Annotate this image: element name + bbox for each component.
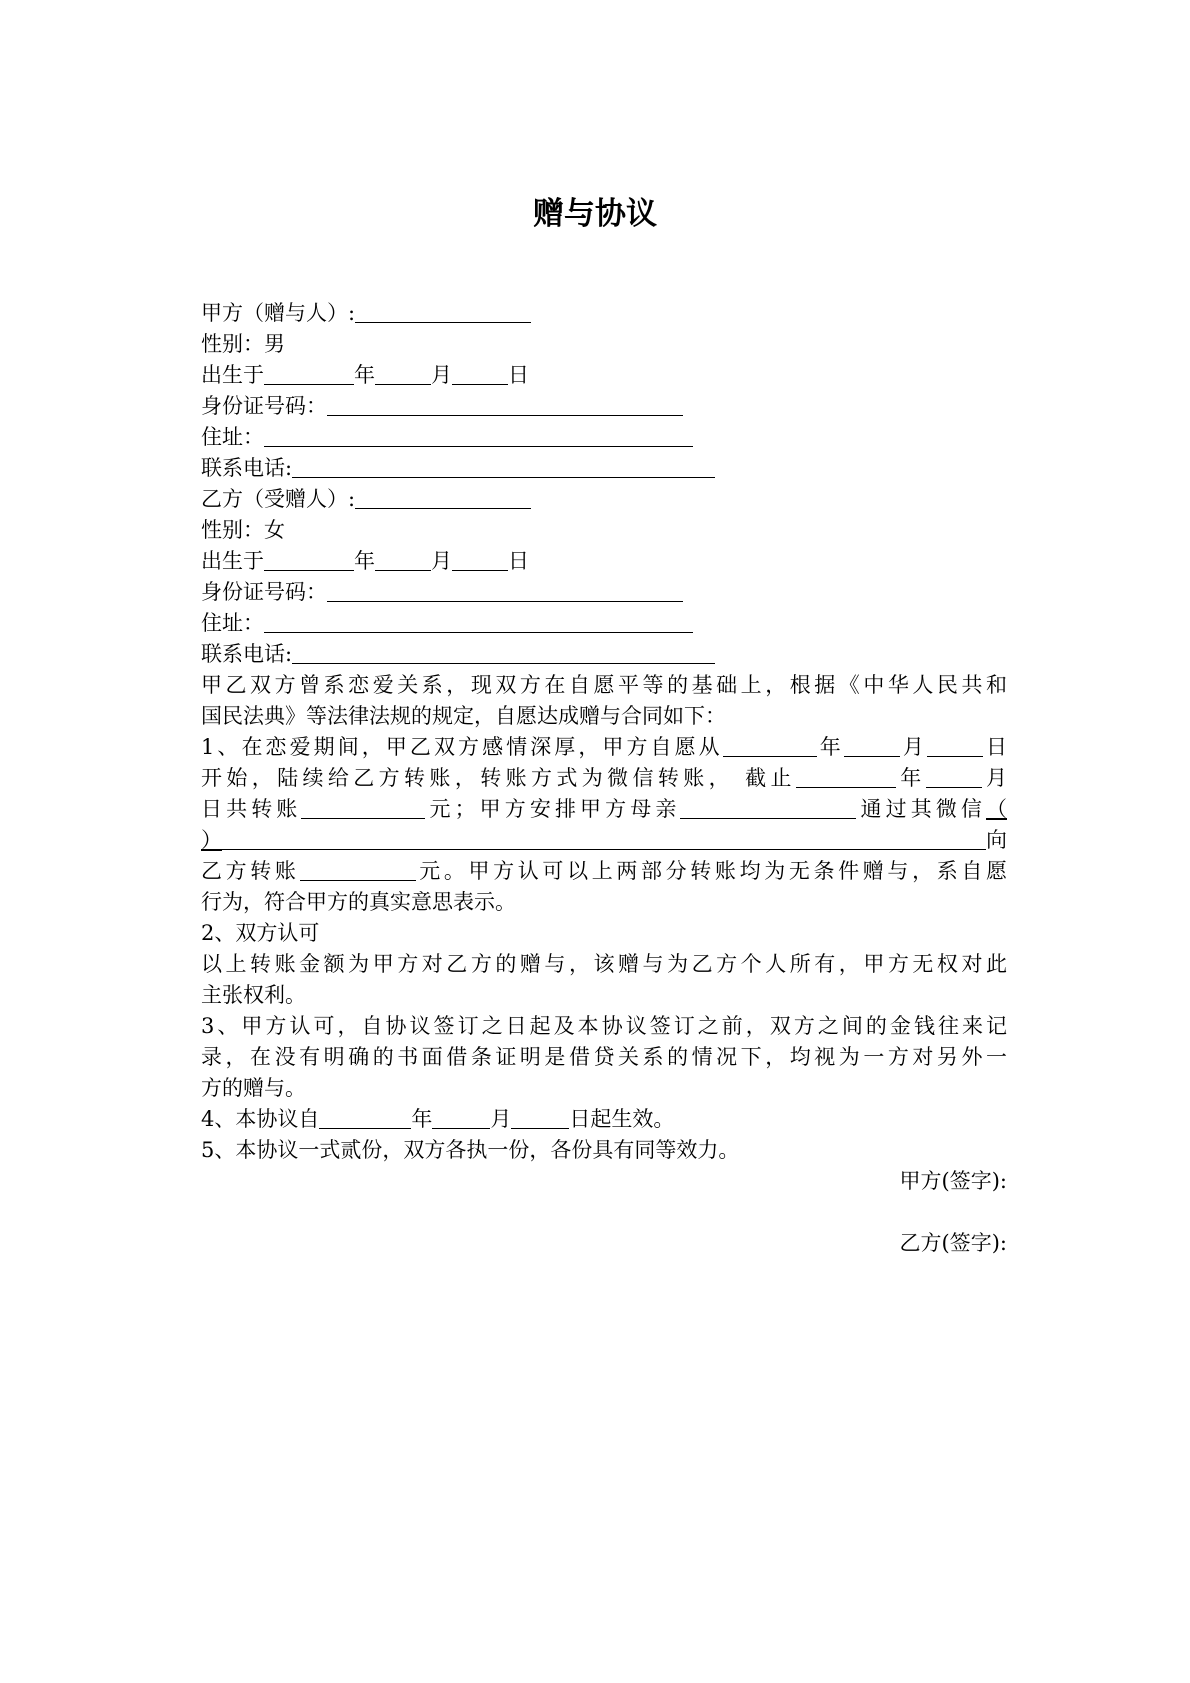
phone-blank: [292, 455, 715, 478]
clause1-line-5: [201, 856, 1007, 887]
birth-day-blank: [452, 362, 508, 385]
birth-month-blank: [375, 548, 431, 571]
id-label: 身份证号码：: [201, 580, 327, 604]
clause4-line: [201, 1104, 1007, 1135]
year-label: 年: [895, 766, 926, 790]
month-label: 月: [899, 735, 927, 759]
party-a-name-blank: [355, 300, 531, 323]
birth-year-blank: [264, 548, 354, 571]
party-b-gender: 性别：女: [201, 518, 285, 542]
clause1-text: 通过其微信: [856, 797, 987, 821]
document-title: 赠与协议: [533, 196, 657, 232]
party-b-address-line: [201, 608, 1007, 639]
start-month-blank: [844, 734, 900, 757]
party-b-birth-line: [201, 546, 1007, 577]
signature-party-a: 甲方(签字):: [899, 1169, 1007, 1193]
clause1-line-4: [201, 825, 1007, 856]
intro-line-2: 国民法典》等法律法规的规定，自愿达成赠与合同如下：: [201, 704, 726, 728]
month-label: 月: [431, 363, 452, 387]
clause1-text: 日共转账: [201, 797, 302, 821]
clause1-text: 开始，陆续给乙方转账，转账方式为微信转账， 截止: [201, 766, 796, 790]
clause1-text: 向: [986, 828, 1007, 852]
phone-label: 联系电话:: [201, 642, 293, 666]
party-a-address-line: [201, 422, 1007, 453]
clause1-text: 元；甲方安排甲方母亲: [425, 797, 681, 821]
address-label: 住址：: [201, 425, 264, 449]
total-amount-blank: [301, 796, 425, 819]
mother-name-blank: [680, 796, 856, 819]
start-year-blank: [723, 734, 817, 757]
address-blank: [264, 610, 693, 633]
wechat-id-blank: [222, 827, 986, 850]
phone-label: 联系电话:: [201, 456, 293, 480]
party-b-phone-line: [201, 639, 1007, 670]
party-a-id-line: [201, 391, 1007, 422]
birth-month-blank: [375, 362, 431, 385]
day-label: 日: [508, 363, 529, 387]
id-blank: [327, 579, 683, 602]
month-label: 月: [981, 766, 1007, 790]
year-label: 年: [354, 549, 375, 573]
clause2-line-3: 主张权利。: [201, 983, 306, 1007]
clause1-line-1: [201, 732, 1007, 763]
clause2-heading: 2、双方认可: [201, 921, 320, 945]
clause1-text: 1、在恋爱期间，甲乙双方感情深厚，甲方自愿从: [201, 735, 723, 759]
party-a-gender: 性别：男: [201, 332, 285, 356]
clause3-line-2: 录，在没有明确的书面借条证明是借贷关系的情况下，均视为一方对另外一: [201, 1045, 1007, 1069]
wechat-close-paren: ）: [201, 828, 222, 852]
effective-month-blank: [432, 1106, 490, 1129]
intro-line-1: 甲乙双方曾系恋爱关系，现双方在自愿平等的基础上，根据《中华人民共和: [201, 673, 1007, 697]
year-label: 年: [816, 735, 844, 759]
birth-prefix: 出生于: [201, 549, 264, 573]
birth-prefix: 出生于: [201, 363, 264, 387]
party-a-label: 甲方（赠与人）:: [201, 301, 356, 325]
party-b-name-blank: [355, 486, 531, 509]
clause1-line-2: [201, 763, 1007, 794]
clause1-text: 元。甲方认可以上两部分转账均为无条件赠与，系自愿: [415, 859, 1007, 883]
day-label: 日: [508, 549, 529, 573]
end-month-blank: [926, 765, 982, 788]
clause3-line-1: 3、甲方认可，自协议签订之日起及本协议签订之前，双方之间的金钱往来记: [201, 1014, 1007, 1038]
end-year-blank: [796, 765, 896, 788]
signature-party-b: 乙方(签字):: [899, 1231, 1007, 1255]
signature-gap: [201, 1197, 1007, 1228]
party-a-label-line: [201, 298, 1007, 329]
mother-amount-blank: [300, 858, 416, 881]
clause1-line-3: [201, 794, 1007, 825]
party-b-label: 乙方（受赠人）:: [201, 487, 356, 511]
address-blank: [264, 424, 693, 447]
party-b-label-line: [201, 484, 1007, 515]
effective-year-blank: [319, 1106, 411, 1129]
party-b-id-line: [201, 577, 1007, 608]
clause3-line-3: 方的赠与。: [201, 1076, 306, 1100]
birth-day-blank: [452, 548, 508, 571]
wechat-open-paren: （: [986, 797, 1007, 821]
document-body: [201, 298, 1007, 1259]
effective-day-blank: [511, 1106, 569, 1129]
clause4-text: 4、本协议自: [201, 1107, 320, 1131]
clause2-line-2: 以上转账金额为甲方对乙方的赠与，该赠与为乙方个人所有，甲方无权对此: [201, 952, 1007, 976]
clause5-line: 5、本协议一式贰份，双方各执一份，各份具有同等效力。: [201, 1138, 740, 1162]
start-day-blank: [927, 734, 983, 757]
birth-year-blank: [264, 362, 354, 385]
clause1-line-6: 行为，符合甲方的真实意思表示。: [201, 890, 516, 914]
year-label: 年: [411, 1107, 433, 1131]
day-label: 日: [982, 735, 1007, 759]
month-label: 月: [431, 549, 452, 573]
clause1-text: 乙方转账: [201, 859, 300, 883]
month-label: 月: [490, 1107, 512, 1131]
clause4-text: 日起生效。: [569, 1107, 675, 1131]
party-a-birth-line: [201, 360, 1007, 391]
phone-blank: [292, 641, 715, 664]
year-label: 年: [354, 363, 375, 387]
party-a-phone-line: [201, 453, 1007, 484]
id-blank: [327, 393, 683, 416]
id-label: 身份证号码：: [201, 394, 327, 418]
address-label: 住址：: [201, 611, 264, 635]
